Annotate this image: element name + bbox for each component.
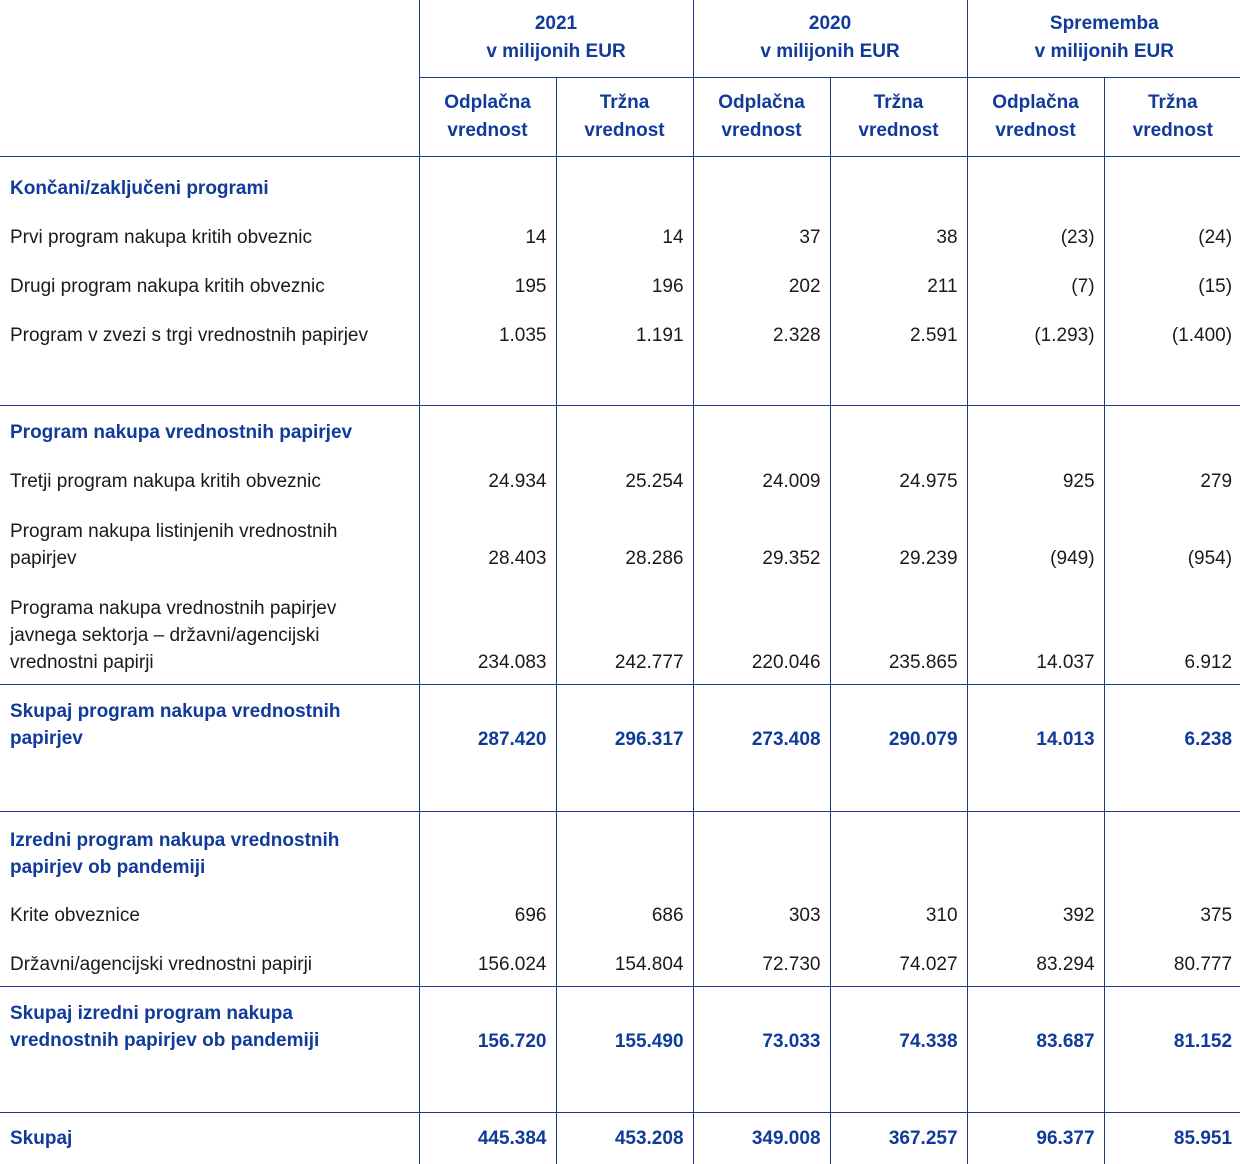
grand-total-row (0, 1112, 1240, 1164)
row-label: Tretji program nakupa kritih obveznic (10, 471, 321, 492)
cell-value: 80.777 (1104, 937, 1240, 986)
cell-value: 14 (419, 210, 556, 259)
grand-total-value: 445.384 (419, 1112, 556, 1164)
header-sub-col: Odplačna vrednost (693, 77, 830, 156)
subtotal-row (0, 986, 1240, 1112)
row-label: Prvi program nakupa kritih obveznic (10, 227, 313, 248)
cell-value: 392 (967, 889, 1104, 937)
cell-value: 310 (830, 889, 967, 937)
cell-value: 1.191 (556, 308, 693, 357)
cell-value: 74.027 (830, 937, 967, 986)
table-row (0, 937, 1240, 986)
row-label: Državni/agencijski vrednostni papirji (0, 937, 419, 986)
header-sub-col: Odplačna vrednost (967, 77, 1104, 156)
header-sub-col: Tržna vrednost (1104, 77, 1240, 156)
subtotal-label: Skupaj izredni program nakupa vrednostnih papirjev ob pandemiji (0, 986, 419, 1112)
cell-value: 220.046 (693, 580, 830, 684)
cell-value: 235.865 (830, 580, 967, 684)
cell-value: 154.804 (556, 937, 693, 986)
subtotal-value: 296.317 (556, 684, 693, 811)
cell-value: 29.239 (830, 503, 967, 580)
subtotal-value: 81.152 (1104, 986, 1240, 1112)
cell-value: (1.400) (1104, 308, 1240, 357)
table-row (0, 580, 1240, 684)
header-group-2021: 2021 v milijonih EUR (419, 0, 693, 77)
cell-value: (949) (967, 503, 1104, 580)
subtotal-value: 6.238 (1104, 684, 1240, 811)
header-group-2020: 2020 v milijonih EUR (693, 0, 967, 77)
cell-value: 696 (419, 889, 556, 937)
cell-value: 14.037 (967, 580, 1104, 684)
cell-value: 375 (1104, 889, 1240, 937)
cell-value: 202 (693, 259, 830, 308)
table-row (0, 454, 1240, 503)
row-label: Krite obveznice (10, 905, 140, 926)
grand-total-value: 349.008 (693, 1112, 830, 1164)
cell-value: (23) (967, 210, 1104, 259)
subtotal-value: 287.420 (419, 684, 556, 811)
spacer-row (0, 357, 1240, 405)
subtotal-value: 73.033 (693, 986, 830, 1112)
section-title: Izredni program nakupa vrednostnih papirjev ob pandemiji (10, 830, 340, 878)
cell-value: 196 (556, 259, 693, 308)
section-title-row (0, 156, 1240, 210)
cell-value: (1.293) (967, 308, 1104, 357)
header-row-groups (0, 0, 1240, 77)
cell-value: 24.975 (830, 454, 967, 503)
cell-value: 28.286 (556, 503, 693, 580)
grand-total-value: 453.208 (556, 1112, 693, 1164)
cell-value: 925 (967, 454, 1104, 503)
cell-value: 2.591 (830, 308, 967, 357)
cell-value: 234.083 (419, 580, 556, 684)
cell-value: 6.912 (1104, 580, 1240, 684)
header-group-change: Sprememba v milijonih EUR (967, 0, 1240, 77)
section-title: Program nakupa vrednostnih papirjev (10, 422, 353, 443)
row-label: Programa nakupa vrednostnih papirjev javnega sektorja – državni/agencijski vrednostni papirji (0, 580, 419, 684)
table-row (0, 259, 1240, 308)
table-row (0, 210, 1240, 259)
header-corner-sub (0, 77, 419, 156)
cell-value: 242.777 (556, 580, 693, 684)
subtotal-label: Skupaj program nakupa vrednostnih papirjev (0, 684, 419, 811)
grand-total-value: 85.951 (1104, 1112, 1240, 1164)
cell-value: 1.035 (419, 308, 556, 357)
cell-value: 279 (1104, 454, 1240, 503)
section-title-row (0, 405, 1240, 454)
subtotal-value: 156.720 (419, 986, 556, 1112)
cell-value: (954) (1104, 503, 1240, 580)
cell-value: 195 (419, 259, 556, 308)
cell-value: 303 (693, 889, 830, 937)
cell-value: 28.403 (419, 503, 556, 580)
table-row (0, 503, 1240, 580)
section-title: Končani/zaključeni programi (10, 178, 269, 199)
cell-value: 29.352 (693, 503, 830, 580)
table-row (0, 889, 1240, 937)
cell-value: (7) (967, 259, 1104, 308)
row-label: Program nakupa listinjenih vrednostnih papirjev (10, 521, 338, 569)
cell-value: 37 (693, 210, 830, 259)
cell-value: 72.730 (693, 937, 830, 986)
cell-value: 24.009 (693, 454, 830, 503)
cell-value: (24) (1104, 210, 1240, 259)
cell-value: 24.934 (419, 454, 556, 503)
section-title-row (0, 811, 1240, 889)
row-label: Drugi program nakupa kritih obveznic (10, 276, 325, 297)
subtotal-value: 83.687 (967, 986, 1104, 1112)
subtotal-value: 155.490 (556, 986, 693, 1112)
cell-value: 2.328 (693, 308, 830, 357)
cell-value: (15) (1104, 259, 1240, 308)
subtotal-value: 273.408 (693, 684, 830, 811)
header-sub-col: Odplačna vrednost (419, 77, 556, 156)
cell-value: 25.254 (556, 454, 693, 503)
cell-value: 686 (556, 889, 693, 937)
grand-total-value: 96.377 (967, 1112, 1104, 1164)
table-row (0, 308, 1240, 357)
subtotal-row (0, 684, 1240, 811)
subtotal-value: 14.013 (967, 684, 1104, 811)
subtotal-value: 290.079 (830, 684, 967, 811)
cell-value: 38 (830, 210, 967, 259)
header-sub-col: Tržna vrednost (830, 77, 967, 156)
cell-value: 83.294 (967, 937, 1104, 986)
subtotal-value: 74.338 (830, 986, 967, 1112)
cell-value: 211 (830, 259, 967, 308)
header-sub-col: Tržna vrednost (556, 77, 693, 156)
header-row-sub (0, 77, 1240, 156)
grand-total-value: 367.257 (830, 1112, 967, 1164)
header-corner (0, 0, 419, 77)
row-label: Program v zvezi s trgi vrednostnih papirjev (10, 325, 368, 346)
cell-value: 156.024 (419, 937, 556, 986)
grand-total-label: Skupaj (10, 1127, 73, 1149)
cell-value: 14 (556, 210, 693, 259)
